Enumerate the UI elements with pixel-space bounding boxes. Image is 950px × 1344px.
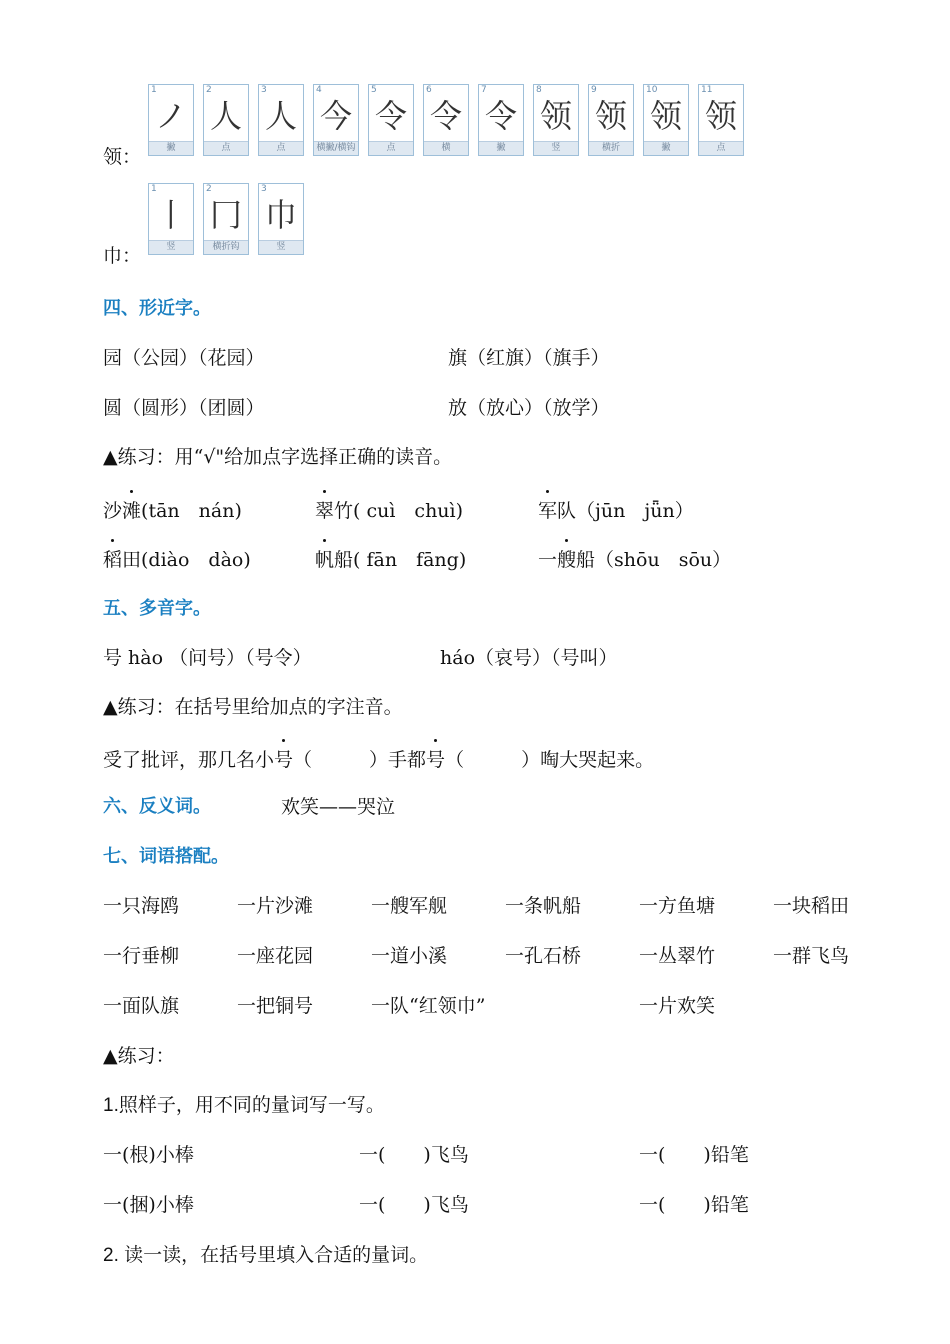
measure-word-blank[interactable]: 一( )飞鸟 bbox=[359, 1194, 469, 1216]
stroke-card: 3 人 点 bbox=[258, 84, 304, 156]
collocation: 一把铜号 bbox=[237, 995, 314, 1017]
stroke-label-ling: 领： bbox=[103, 146, 142, 168]
stroke-card: 9 领 横折 bbox=[588, 84, 634, 156]
collocation: 一道小溪 bbox=[371, 945, 448, 967]
stroke-card: 8 领 竖 bbox=[533, 84, 579, 156]
similar-char-row: 放（放心）（放学） bbox=[448, 397, 610, 419]
section-heading: 四、形近字。 bbox=[103, 298, 211, 319]
similar-char-row: 旗（红旗）（旗手） bbox=[448, 347, 610, 369]
polyphone-line: háo（哀号）（号叫） bbox=[440, 647, 618, 669]
stroke-card: 4 今 横撇/横钩 bbox=[313, 84, 359, 156]
stroke-card: 10 领 撇 bbox=[643, 84, 689, 156]
practice-sentence: 受了批评，那几名小号（ ）手都号（ ）啕大哭起来。 bbox=[103, 745, 654, 772]
stroke-label-jin: 巾： bbox=[103, 245, 142, 267]
pinyin-item: 沙滩(tān nán) bbox=[103, 496, 242, 523]
pinyin-item: 军队（jūn jǖn） bbox=[538, 496, 694, 523]
stroke-card: 2 冂 横折钩 bbox=[203, 183, 249, 255]
antonym-pair: 欢笑——哭泣 bbox=[281, 796, 396, 818]
question-2: 2. 读一读，在括号里填入合适的量词。 bbox=[103, 1245, 429, 1266]
measure-word-blank[interactable]: 一( )飞鸟 bbox=[359, 1144, 469, 1166]
collocation: 一面队旗 bbox=[103, 995, 180, 1017]
stroke-card: 1 ノ 撇 bbox=[148, 84, 194, 156]
pinyin-item: 一艘船（shōu sōu） bbox=[538, 545, 731, 572]
section-heading: 六、反义词。 bbox=[103, 796, 211, 817]
collocation: 一座花园 bbox=[237, 945, 314, 967]
stroke-card: 11 领 点 bbox=[698, 84, 744, 156]
collocation: 一孔石桥 bbox=[505, 945, 582, 967]
collocation: 一片欢笑 bbox=[639, 995, 716, 1017]
practice-instruction: ▲练习：在括号里给加点的字注音。 bbox=[103, 696, 403, 718]
measure-word-blank[interactable]: 一( )铅笔 bbox=[639, 1144, 749, 1166]
stroke-order-ling bbox=[148, 84, 753, 156]
similar-char-row: 园（公园）（花园） bbox=[103, 347, 265, 369]
collocation: 一方鱼塘 bbox=[639, 895, 716, 917]
section-heading: 五、多音字。 bbox=[103, 598, 211, 619]
similar-char-row: 圆（圆形）（团圆） bbox=[103, 397, 265, 419]
stroke-order-jin bbox=[148, 183, 313, 255]
practice-instruction: ▲练习： bbox=[103, 1045, 175, 1067]
collocation: 一条帆船 bbox=[505, 895, 582, 917]
practice-instruction: ▲练习：用“√"给加点字选择正确的读音。 bbox=[103, 446, 453, 468]
collocation: 一群飞鸟 bbox=[773, 945, 850, 967]
collocation: 一片沙滩 bbox=[237, 895, 314, 917]
pinyin-item: 稻田(diào dào) bbox=[103, 545, 251, 572]
collocation: 一艘军舰 bbox=[371, 895, 448, 917]
measure-word-item: 一(根)小棒 bbox=[103, 1144, 194, 1166]
collocation: 一丛翠竹 bbox=[639, 945, 716, 967]
stroke-card: 3 巾 竖 bbox=[258, 183, 304, 255]
pinyin-item: 帆船( fān fāng) bbox=[315, 545, 466, 572]
measure-word-item: 一(捆)小棒 bbox=[103, 1194, 194, 1216]
polyphone-line: 号 hào （问号）（号令） bbox=[103, 647, 312, 669]
stroke-card: 2 人 点 bbox=[203, 84, 249, 156]
collocation: 一队“红领巾” bbox=[371, 995, 486, 1017]
measure-word-blank[interactable]: 一( )铅笔 bbox=[639, 1194, 749, 1216]
stroke-card: 6 令 横 bbox=[423, 84, 469, 156]
stroke-card: 7 令 撇 bbox=[478, 84, 524, 156]
stroke-card: 5 令 点 bbox=[368, 84, 414, 156]
section-heading: 七、词语搭配。 bbox=[103, 846, 229, 867]
collocation: 一只海鸥 bbox=[103, 895, 180, 917]
pinyin-item: 翠竹( cuì chuì) bbox=[315, 496, 463, 523]
collocation: 一行垂柳 bbox=[103, 945, 180, 967]
question-1: 1.照样子，用不同的量词写一写。 bbox=[103, 1095, 385, 1116]
collocation: 一块稻田 bbox=[773, 895, 850, 917]
stroke-card: 1 丨 竖 bbox=[148, 183, 194, 255]
